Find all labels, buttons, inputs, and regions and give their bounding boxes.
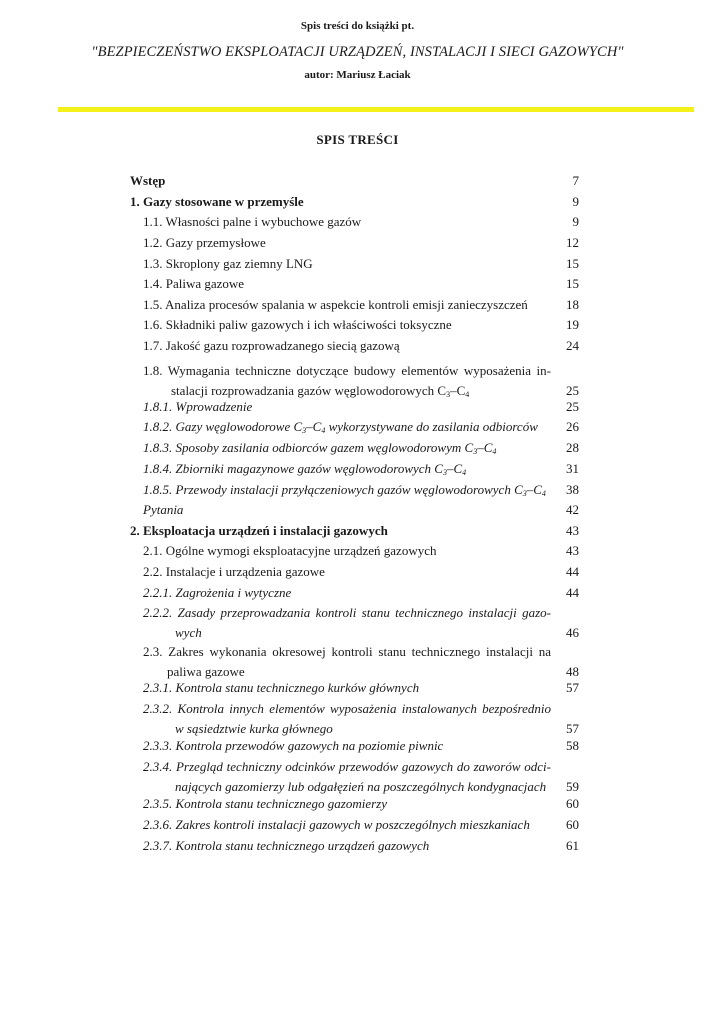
toc-entry-page: 42 xyxy=(566,502,579,517)
toc-entry-page: 48 xyxy=(566,664,579,679)
toc-entry-page: 12 xyxy=(566,235,579,250)
toc-entry-title: 1.7. Jakość gazu rozprowadzanego siecią gazową xyxy=(143,338,400,353)
toc-entry-page: 57 xyxy=(566,721,579,736)
toc-entry-title: 2.3.4. Przegląd techniczny odcinków przewodów gazowych do zaworów odci- nających gazomierzy lub odgałęzień na poszczególnych kondygnacjach xyxy=(143,759,551,794)
toc-entry-page: 60 xyxy=(566,817,579,832)
toc-entry-title: 1.8.1. Wprowadzenie xyxy=(143,399,253,414)
toc-entry-title: 2.2.2. Zasady przeprowadzania kontroli stanu technicznego instalacji gazo- wych xyxy=(143,605,551,640)
toc-entry-title: 1.8.4. Zbiorniki magazynowe gazów węglowodorowych $C_3-C_4$ xyxy=(143,461,467,477)
toc-entry-page: 44 xyxy=(566,585,579,600)
toc-entry-page: 19 xyxy=(566,317,579,332)
toc-entry-title: 2.3.6. Zakres kontroli instalacji gazowych w poszczególnych mieszkaniach xyxy=(143,817,530,832)
toc-entry-title: 1.8.5. Przewody instalacji przyłączeniowych gazów węglowodorowych $C_3-C_4$ xyxy=(143,482,546,498)
toc-entry-page: 60 xyxy=(566,796,579,811)
toc-entry-page: 61 xyxy=(566,838,579,853)
toc-entry-title: 1.8.2. Gazy węglowodorowe $C_3-C_4$ wykorzystywane do zasilania odbiorców xyxy=(143,419,538,435)
toc-entry-title: 2.3.7. Kontrola stanu technicznego urządzeń gazowych xyxy=(143,838,430,853)
toc-entry-title: 1.8. Wymagania techniczne dotyczące budowy elementów wyposażenia in- stalacji rozprowadzania gazów węglowodorowych $C_3-C_4$ xyxy=(143,363,551,399)
toc-entry-title: 2.1. Ogólne wymogi eksploatacyjne urządzeń gazowych xyxy=(143,543,437,558)
accent-divider xyxy=(58,107,694,112)
toc-entry-title: 2.3.1. Kontrola stanu technicznego kurków głównych xyxy=(143,680,420,695)
toc-entry-title: 1. Gazy stosowane w przemyśle xyxy=(130,194,304,209)
toc-entry-page: 38 xyxy=(566,482,579,497)
toc-heading: SPIS TREŚCI xyxy=(316,132,399,147)
toc-entry-page: 18 xyxy=(566,297,579,312)
toc-entry-title: 2.3.5. Kontrola stanu technicznego gazomierzy xyxy=(143,796,387,811)
toc-entry-title: 1.3. Skroplony gaz ziemny LNG xyxy=(143,256,313,271)
book-title: "BEZPIECZEŃSTWO EKSPLOATACJI URZĄDZEŃ, INSTALACJI I SIECI GAZOWYCH" xyxy=(91,44,624,60)
author-line: autor: Mariusz Łaciak xyxy=(304,69,411,81)
toc-entry-page: 24 xyxy=(566,338,579,353)
toc-entry-title: 2. Eksploatacja urządzeń i instalacji gazowych xyxy=(130,523,388,538)
toc-entry-title: 1.6. Składniki paliw gazowych i ich właściwości toksyczne xyxy=(143,317,452,332)
toc-entry-title: Pytania xyxy=(143,502,184,517)
toc-entry-page: 28 xyxy=(566,440,579,455)
toc-entry-page: 43 xyxy=(566,543,579,558)
toc-entry-title: Wstęp xyxy=(130,173,166,188)
toc-entry-page: 9 xyxy=(572,214,579,229)
toc-entry-title: 1.1. Własności palne i wybuchowe gazów xyxy=(143,214,362,229)
toc-entry-page: 59 xyxy=(566,779,579,794)
toc-entry-title: 2.2. Instalacje i urządzenia gazowe xyxy=(143,564,325,579)
toc-entry-page: 44 xyxy=(566,564,579,579)
toc-entry-title: 1.8.3. Sposoby zasilania odbiorców gazem węglowodorowym $C_3-C_4$ xyxy=(143,440,497,456)
header-line-1: Spis treści do książki pt. xyxy=(300,20,415,32)
toc-entry-page: 58 xyxy=(566,738,579,753)
toc-entry-page: 31 xyxy=(566,461,579,476)
toc-entry-page: 43 xyxy=(566,523,579,538)
toc-entry-page: 9 xyxy=(572,194,579,209)
toc-entry-title: 2.2.1. Zagrożenia i wytyczne xyxy=(143,585,292,600)
toc-entry-title: 1.2. Gazy przemysłowe xyxy=(143,235,266,250)
toc-entry-page: 7 xyxy=(572,173,579,188)
toc-entry-page: 15 xyxy=(566,256,579,271)
toc-entry-title: 2.3.3. Kontrola przewodów gazowych na poziomie piwnic xyxy=(143,738,444,753)
toc-entry-title: 1.4. Paliwa gazowe xyxy=(143,276,245,291)
toc-entry-page: 57 xyxy=(566,680,579,695)
toc-entry-title: 2.3.2. Kontrola innych elementów wyposażenia instalowanych bezpośrednio w sąsiedztwie kurka głównego xyxy=(143,701,551,736)
toc-entry-title: 1.5. Analiza procesów spalania w aspekcie kontroli emisji zanieczyszczeń xyxy=(143,297,528,312)
toc-entry-page: 25 xyxy=(566,383,579,398)
toc-entry-page: 15 xyxy=(566,276,579,291)
toc-entry-page: 46 xyxy=(566,625,579,640)
toc-entry-title: 2.3. Zakres wykonania okresowej kontroli stanu technicznego instalacji na paliwa gazowe xyxy=(143,644,551,679)
toc-entry-page: 26 xyxy=(566,419,579,434)
toc-entry-page: 25 xyxy=(566,399,579,414)
